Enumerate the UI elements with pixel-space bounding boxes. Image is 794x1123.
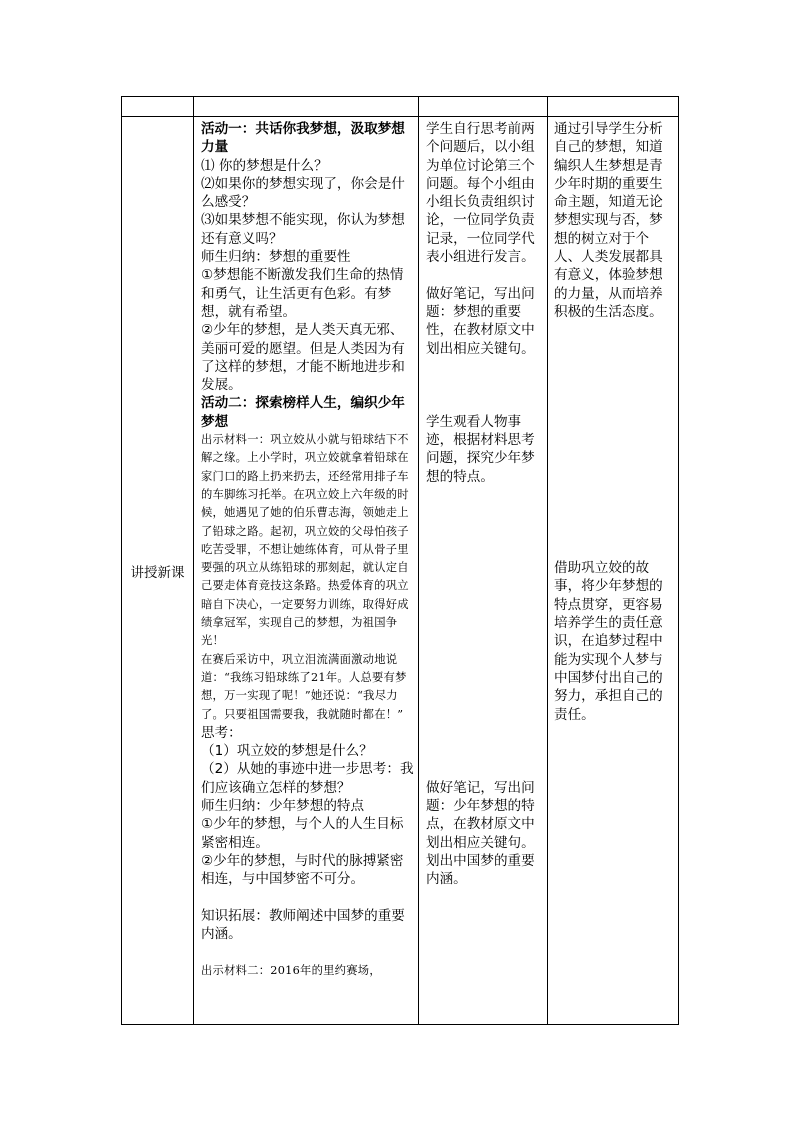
col2-paragraph: ②少年的梦想，是人类天真无邪、美丽可爱的愿望。但是人类因为有了这样的梦想，才能不断地进步和发展。 <box>201 322 405 394</box>
teacher-activity-cell <box>194 117 419 1025</box>
col3-paragraph: 学生观看人物事迹，根据材料思考问题，探究少年梦想的特点。 <box>426 413 535 485</box>
col2-paragraph: 出示材料二：2016年的里约赛场， <box>201 963 381 977</box>
col3-paragraph: 做好笔记，写出问题：少年梦想的特点，在教材原文中划出相应关键句。划出中国梦的重要内涵。 <box>426 779 535 888</box>
blank-cell-1 <box>122 97 194 117</box>
col2-paragraph: 知识拓展：教师阐述中国梦的重要内涵。 <box>201 907 405 943</box>
teacher-activity-content <box>194 117 418 980</box>
blank-cell-2 <box>194 97 419 117</box>
design-intent-content <box>548 117 678 724</box>
blank-cell-3 <box>419 97 548 117</box>
blank-header-row <box>122 97 679 117</box>
col2-paragraph: ①少年的梦想，与个人的人生目标紧密相连。 <box>201 816 404 851</box>
col2-paragraph: （1）巩立姣的梦想是什么？ <box>201 743 373 760</box>
col2-paragraph: 出示材料一：巩立姣从小就与铅球结下不解之缘。上小学时，巩立姣就拿着铅球在家门口的路上扔来扔去，还经常用排子车的车脚练习托举。在巩立姣上六年级的时候，她遇见了她的伯乐曹志海，领她走上了铅球之路。起初，巩立姣的父母怕孩子吃苦受罪，不想让她练体育，可从骨子里要强的巩立从练铅球的那刻起，就认定自己要走体育竞技这条路。热爱体育的巩立暗自下决心，一定要努力训练，取得好成绩拿冠军，实现自己的梦想，为祖国争光！ <box>201 433 409 648</box>
blank-cell-4 <box>548 97 679 117</box>
col2-paragraph <box>201 943 414 961</box>
col2-paragraph <box>201 888 414 906</box>
section-label-cell <box>122 117 194 1025</box>
col4-paragraph <box>554 321 674 559</box>
col2-paragraph: ⑵如果你的梦想实现了，你会是什么感受？ <box>201 175 405 211</box>
col2-paragraph: 在赛后采访中，巩立泪流满面激动地说道：“我练习铅球练了21年。人总要有梦想，万一实现了呢！”她还说：“我尽力了。只要祖国需要我，我就随时都在！” <box>201 652 407 721</box>
col3-paragraph <box>426 358 543 413</box>
col2-paragraph: （2）从她的事迹中进一步思考：我们应该确立怎样的梦想？ <box>201 761 414 796</box>
col2-paragraph: ②少年的梦想，与时代的脉搏紧密相连，与中国梦密不可分。 <box>201 852 404 888</box>
col3-paragraph <box>426 486 543 779</box>
col4-paragraph: 通过引导学生分析自己的梦想，知道编织人生梦想是青少年时期的重要生命主题，知道无论梦想实现与否，梦想的树立对于个人、人类发展都具有意义，体验梦想的力量，从而培养积极的生活态度。 <box>554 121 663 320</box>
design-intent-cell <box>548 117 679 1025</box>
col4-paragraph: 借助巩立姣的故事，将少年梦想的特点贯穿，更容易培养学生的责任意识，在追梦过程中能为实现个人梦与中国梦付出自己的努力，承担自己的责任。 <box>554 560 663 723</box>
col3-paragraph: 学生自行思考前两个问题后，以小组为单位讨论第三个问题。每个小组由小组长负责组织讨论，一位同学负责记录，一位同学代表小组进行发言。 <box>426 121 535 266</box>
col2-paragraph: ①梦想能不断激发我们生命的热情和勇气，让生活更有色彩。有梦想，就有希望。 <box>201 267 404 320</box>
col3-paragraph: 做好笔记，写出问题：梦想的重要性，在教材原文中划出相应关键句。 <box>426 285 535 357</box>
student-activity-cell <box>419 117 548 1025</box>
col2-paragraph: 师生归纳：少年梦想的特点 <box>201 797 365 814</box>
teaching-row <box>122 117 679 1025</box>
col2-paragraph: 师生归纳：梦想的重要性 <box>201 249 351 266</box>
student-activity-content <box>419 117 547 889</box>
col3-paragraph <box>426 266 543 284</box>
col2-paragraph: 活动二：探索榜样人生，编织少年梦想 <box>201 395 405 430</box>
lesson-plan-table <box>121 96 679 1025</box>
section-label: 讲授新课 <box>130 564 185 581</box>
col2-paragraph: 活动一：共话你我梦想，汲取梦想力量 <box>201 121 405 156</box>
col2-paragraph: 思考： <box>201 724 242 741</box>
col2-paragraph: ⑴ 你的梦想是什么？ <box>201 157 328 174</box>
col2-paragraph: ⑶如果梦想不能实现，你认为梦想还有意义吗？ <box>201 212 405 247</box>
